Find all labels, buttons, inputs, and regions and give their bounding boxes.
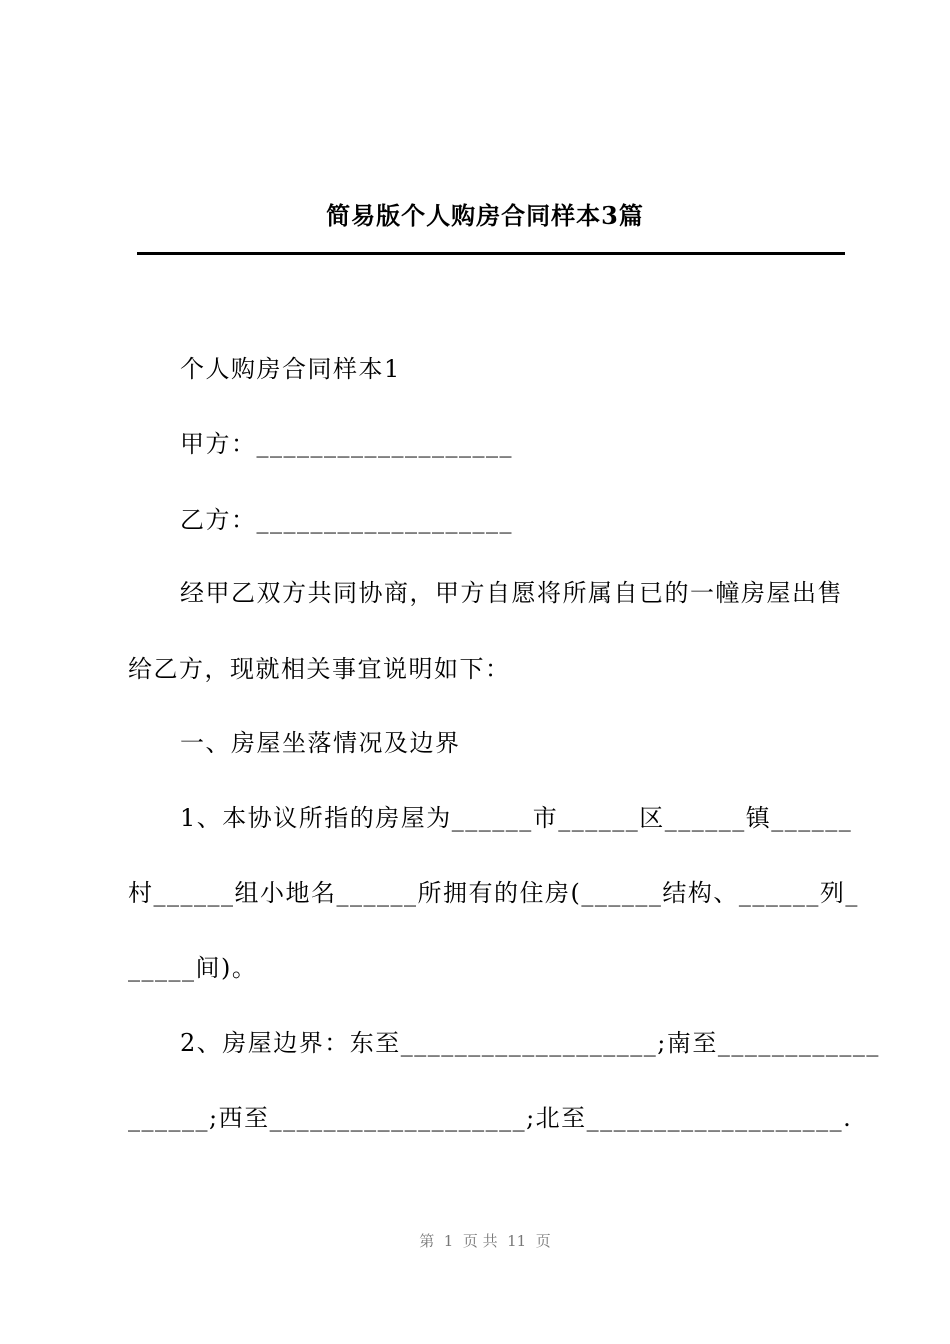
clause-heading: 一、房屋坐落情况及边界 [180,729,461,757]
clause-line: _____间)。 [128,954,258,982]
clause-line: 村______组小地名______所拥有的住房(______结构、______列_ [128,879,859,907]
paragraph-line: 经甲乙双方共同协商，甲方自愿将所属自已的一幢房屋出售 [180,579,843,607]
party-b-line: 乙方：___________________ [180,506,513,534]
section-heading: 个人购房合同样本1 [180,355,401,383]
clause-line: 2、房屋边界：东至___________________;南至____________ [180,1029,880,1057]
document-title: 简易版个人购房合同样本3篇 [326,201,644,230]
paragraph-line: 给乙方，现就相关事宜说明如下： [128,655,511,683]
clause-line: ______;西至___________________;北至___________________. [128,1104,853,1132]
party-a-line: 甲方：___________________ [180,430,513,458]
clause-line: 1、本协议所指的房屋为______市______区______镇______ [180,804,853,832]
title-underline [137,252,845,255]
page-number-footer: 第 1 页 共 11 页 [419,1232,551,1250]
